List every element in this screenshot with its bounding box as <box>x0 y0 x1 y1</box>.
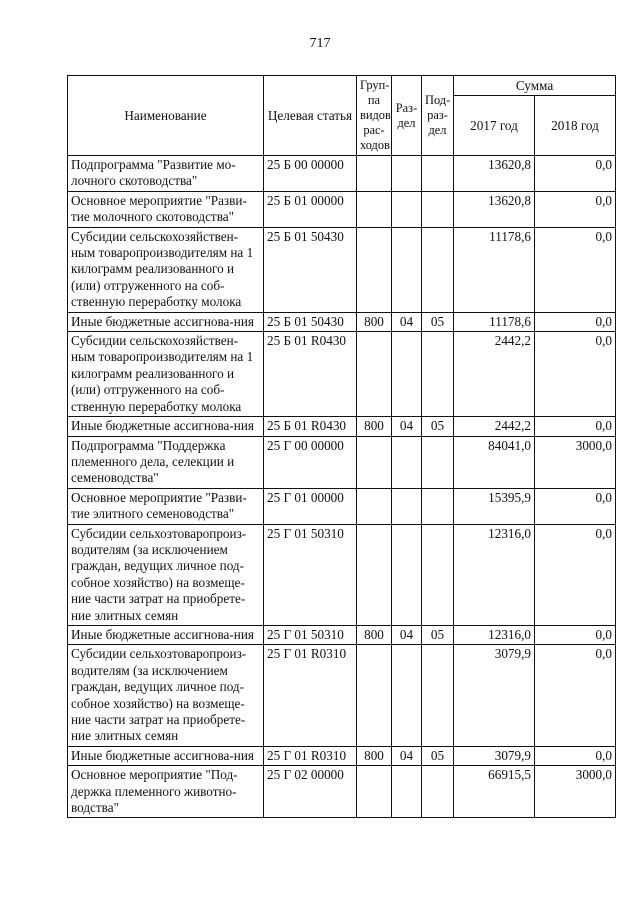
table-row <box>68 645 616 746</box>
row-section <box>392 332 422 417</box>
table-row <box>68 227 616 312</box>
row-target-code: 25 Б 01 R0430 <box>264 332 357 417</box>
row-expense-group <box>357 645 392 746</box>
row-target-code: 25 Б 01 50430 <box>264 227 357 312</box>
row-name: Иные бюджетные ассигнова-ния <box>68 625 264 644</box>
budget-table <box>67 75 616 818</box>
row-section <box>392 645 422 746</box>
table-row <box>68 312 616 331</box>
row-expense-group <box>357 156 392 192</box>
row-section <box>392 227 422 312</box>
row-name: Подпрограмма "Поддержка племенного дела, селекции и семеноводства" <box>68 436 264 488</box>
row-name: Основное мероприятие "Под-держка племенного животно-водства" <box>68 766 264 818</box>
row-name: Субсидии сельскохозяйствен-ным товаропроизводителям на 1 килограмм реализованного и (или) отгруженного на соб-ственную переработку молока <box>68 227 264 312</box>
row-subsection <box>422 436 454 488</box>
row-sum-2018: 0,0 <box>535 417 616 436</box>
row-expense-group <box>357 191 392 227</box>
row-sum-2018: 0,0 <box>535 227 616 312</box>
row-sum-2017: 66915,5 <box>454 766 535 818</box>
row-subsection: 05 <box>422 625 454 644</box>
row-sum-2018: 3000,0 <box>535 436 616 488</box>
row-target-code: 25 Г 00 00000 <box>264 436 357 488</box>
table-row <box>68 766 616 818</box>
row-sum-2017: 3079,9 <box>454 645 535 746</box>
header-subsection: Под-раз-дел <box>422 76 454 156</box>
row-sum-2017: 12316,0 <box>454 625 535 644</box>
row-section <box>392 488 422 524</box>
row-sum-2018: 0,0 <box>535 645 616 746</box>
row-expense-group <box>357 524 392 625</box>
row-section: 04 <box>392 417 422 436</box>
row-sum-2017: 12316,0 <box>454 524 535 625</box>
row-subsection: 05 <box>422 746 454 765</box>
row-sum-2018: 0,0 <box>535 524 616 625</box>
header-target: Целевая статья <box>264 76 357 156</box>
row-subsection <box>422 645 454 746</box>
row-target-code: 25 Г 02 00000 <box>264 766 357 818</box>
row-target-code: 25 Б 01 00000 <box>264 191 357 227</box>
row-expense-group <box>357 488 392 524</box>
table-row <box>68 625 616 644</box>
row-name: Субсидии сельхозтоваропроиз-водителям (за исключением граждан, ведущих личное под-собное хозяйство) на возмеще-ние части затрат на приобрете-ние элитных семян <box>68 524 264 625</box>
row-subsection: 05 <box>422 312 454 331</box>
table-row <box>68 436 616 488</box>
row-name: Иные бюджетные ассигнова-ния <box>68 417 264 436</box>
row-sum-2018: 3000,0 <box>535 766 616 818</box>
row-sum-2018: 0,0 <box>535 312 616 331</box>
row-sum-2018: 0,0 <box>535 746 616 765</box>
table-row <box>68 191 616 227</box>
row-target-code: 25 Б 01 R0430 <box>264 417 357 436</box>
row-sum-2018: 0,0 <box>535 191 616 227</box>
row-sum-2017: 84041,0 <box>454 436 535 488</box>
row-target-code: 25 Б 00 00000 <box>264 156 357 192</box>
row-sum-2017: 11178,6 <box>454 312 535 331</box>
row-expense-group <box>357 436 392 488</box>
row-section: 04 <box>392 746 422 765</box>
row-expense-group: 800 <box>357 312 392 331</box>
row-sum-2017: 13620,8 <box>454 191 535 227</box>
row-sum-2017: 11178,6 <box>454 227 535 312</box>
row-name: Субсидии сельскохозяйствен-ным товаропроизводителям на 1 килограмм реализованного и (или) отгруженного на соб-ственную переработку молока <box>68 332 264 417</box>
page-number: 717 <box>309 36 331 51</box>
row-target-code: 25 Г 01 R0310 <box>264 746 357 765</box>
header-sum: Сумма <box>454 76 616 96</box>
row-target-code: 25 Г 01 50310 <box>264 625 357 644</box>
row-name: Подпрограмма "Развитие мо-лочного скотоводства" <box>68 156 264 192</box>
header-2018: 2018 год <box>535 96 616 156</box>
row-sum-2018: 0,0 <box>535 332 616 417</box>
row-subsection <box>422 488 454 524</box>
row-name: Иные бюджетные ассигнова-ния <box>68 746 264 765</box>
row-section: 04 <box>392 625 422 644</box>
row-subsection <box>422 156 454 192</box>
header-2017: 2017 год <box>454 96 535 156</box>
table-row <box>68 488 616 524</box>
row-expense-group <box>357 332 392 417</box>
row-section <box>392 191 422 227</box>
table-body <box>68 156 616 818</box>
row-expense-group: 800 <box>357 417 392 436</box>
table-row <box>68 332 616 417</box>
row-name: Иные бюджетные ассигнова-ния <box>68 312 264 331</box>
row-sum-2017: 3079,9 <box>454 746 535 765</box>
row-sum-2017: 2442,2 <box>454 332 535 417</box>
row-sum-2017: 15395,9 <box>454 488 535 524</box>
row-section <box>392 436 422 488</box>
row-sum-2017: 13620,8 <box>454 156 535 192</box>
row-sum-2018: 0,0 <box>535 156 616 192</box>
row-expense-group <box>357 227 392 312</box>
table-row <box>68 746 616 765</box>
row-name: Основное мероприятие "Разви-тие молочного скотоводства" <box>68 191 264 227</box>
row-sum-2018: 0,0 <box>535 488 616 524</box>
header-name: Наименование <box>68 76 264 156</box>
table-row <box>68 524 616 625</box>
row-section <box>392 156 422 192</box>
row-subsection <box>422 191 454 227</box>
row-subsection <box>422 332 454 417</box>
table-row <box>68 417 616 436</box>
header-section: Раз-дел <box>392 76 422 156</box>
row-expense-group: 800 <box>357 625 392 644</box>
row-expense-group: 800 <box>357 746 392 765</box>
row-subsection <box>422 227 454 312</box>
row-section <box>392 524 422 625</box>
row-section <box>392 766 422 818</box>
row-subsection: 05 <box>422 417 454 436</box>
row-name: Субсидии сельхозтоваропроиз-водителям (за исключением граждан, ведущих личное под-собное хозяйство) на возмеще-ние части затрат на приобрете-ние элитных семян <box>68 645 264 746</box>
header-group: Груп-па видов рас-ходов <box>357 76 392 156</box>
row-subsection <box>422 524 454 625</box>
row-target-code: 25 Г 01 R0310 <box>264 645 357 746</box>
row-sum-2017: 2442,2 <box>454 417 535 436</box>
row-section: 04 <box>392 312 422 331</box>
table-row <box>68 156 616 192</box>
row-subsection <box>422 766 454 818</box>
row-expense-group <box>357 766 392 818</box>
row-target-code: 25 Г 01 50310 <box>264 524 357 625</box>
row-sum-2018: 0,0 <box>535 625 616 644</box>
row-target-code: 25 Б 01 50430 <box>264 312 357 331</box>
row-target-code: 25 Г 01 00000 <box>264 488 357 524</box>
row-name: Основное мероприятие "Разви-тие элитного семеноводства" <box>68 488 264 524</box>
